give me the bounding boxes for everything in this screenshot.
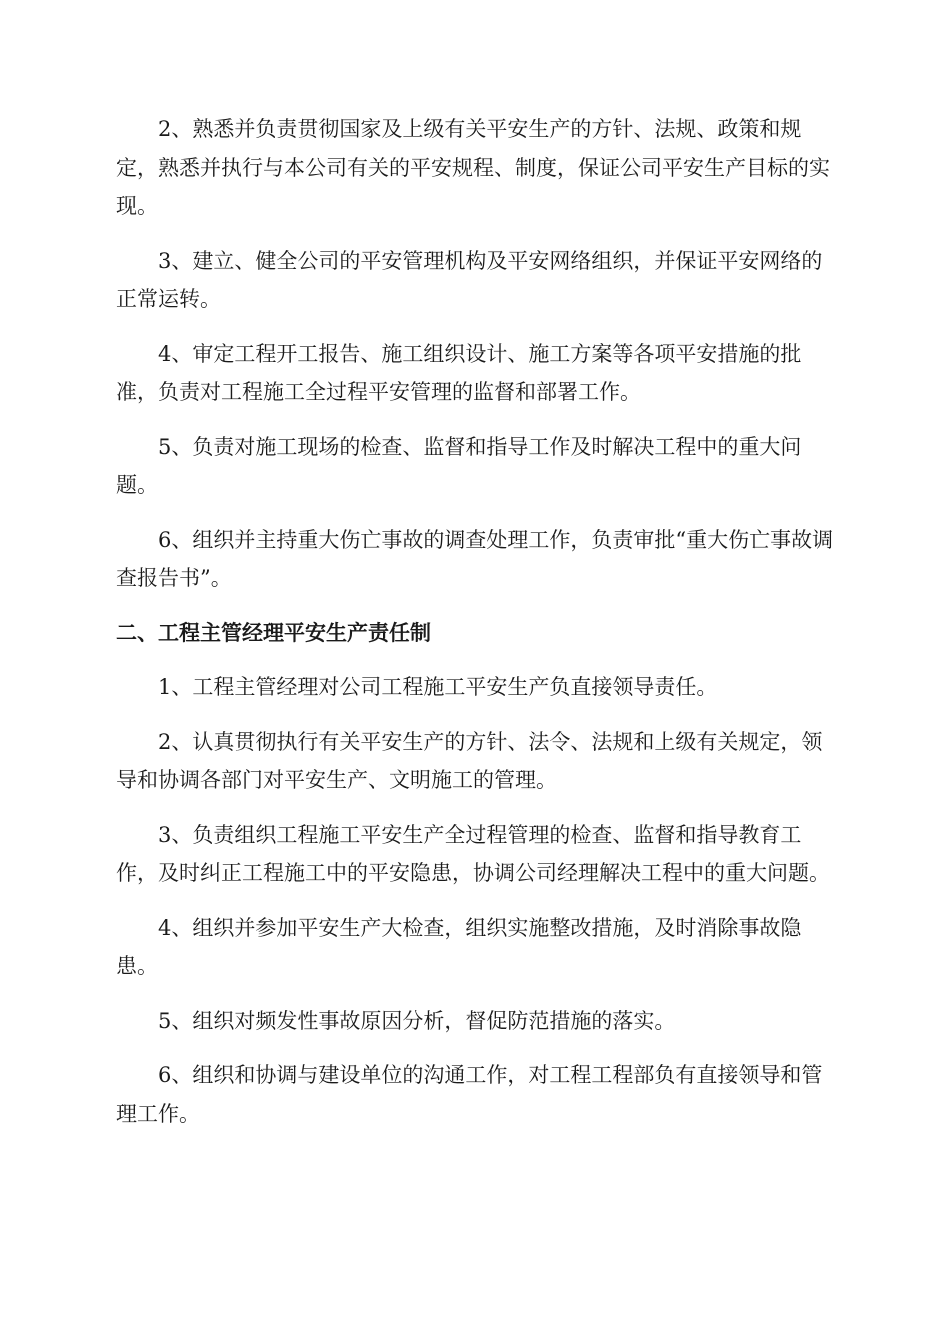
document-body bbox=[116, 110, 836, 1149]
paragraph-item: 2、认真贯彻执行有关平安生产的方针、法令、法规和上级有关规定，领导和协调各部门对平安生产、文明施工的管理。 bbox=[116, 729, 823, 792]
paragraph-item: 6、组织并主持重大伤亡事故的调查处理工作，负责审批“重大伤亡事故调查报告书”。 bbox=[116, 527, 834, 590]
paragraph-item: 4、组织并参加平安生产大检查，组织实施整改措施，及时消除事故隐患。 bbox=[116, 915, 802, 978]
section-heading: 二、工程主管经理平安生产责任制 bbox=[116, 620, 431, 645]
paragraph-item: 3、负责组织工程施工平安生产全过程管理的检查、监督和指导教育工作，及时纠正工程施工中的平安隐患，协调公司经理解决工程中的重大问题。 bbox=[116, 822, 830, 885]
paragraph-item: 4、审定工程开工报告、施工组织设计、施工方案等各项平安措施的批准，负责对工程施工全过程平安管理的监督和部署工作。 bbox=[116, 341, 802, 404]
paragraph-item: 3、建立、健全公司的平安管理机构及平安网络组织，并保证平安网络的正常运转。 bbox=[116, 248, 823, 311]
paragraph-item: 1、工程主管经理对公司工程施工平安生产负直接领导责任。 bbox=[158, 675, 718, 699]
paragraph-item: 5、组织对频发性事故原因分析，督促防范措施的落实。 bbox=[158, 1008, 676, 1033]
paragraph-item: 2、熟悉并负责贯彻国家及上级有关平安生产的方针、法规、政策和规定，熟悉并执行与本公司有关的平安规程、制度，保证公司平安生产目标的实现。 bbox=[116, 117, 830, 218]
paragraph-item: 6、组织和协调与建设单位的沟通工作，对工程工程部负有直接领导和管理工作。 bbox=[116, 1063, 823, 1126]
paragraph-item: 5、负责对施工现场的检查、监督和指导工作及时解决工程中的重大问题。 bbox=[116, 434, 802, 497]
